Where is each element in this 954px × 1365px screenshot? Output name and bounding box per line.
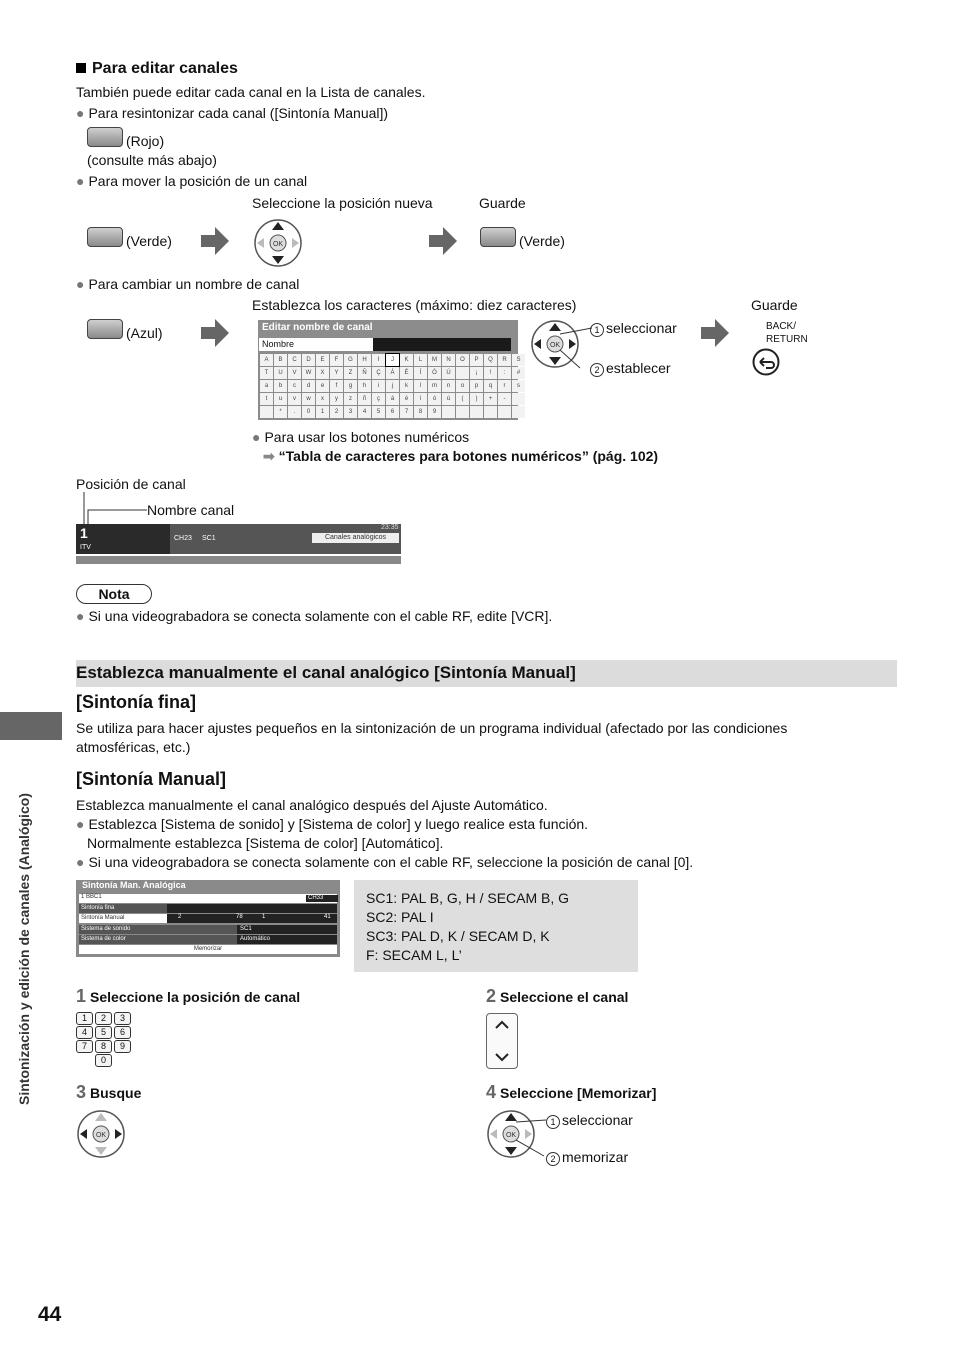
step4-select: 1 seleccionar	[546, 1112, 633, 1129]
char-key[interactable]: ñ	[358, 393, 371, 405]
char-key[interactable]: T	[260, 367, 273, 379]
char-key[interactable]: F	[330, 354, 343, 366]
blue-button[interactable]	[87, 319, 123, 339]
sc-line-4: F: SECAM L, L’	[366, 947, 462, 963]
arrow-right-icon	[701, 319, 729, 347]
editor-title: Editar nombre de canal	[262, 322, 373, 333]
retune-bullet: ● Para resintonizar cada canal ([Sintonía Manual])	[76, 105, 389, 121]
char-key[interactable]: á	[386, 393, 399, 405]
banner-name: ITV	[80, 544, 91, 551]
tuning-color[interactable]: Sistema de color	[79, 935, 237, 944]
char-key[interactable]: 7	[400, 406, 413, 418]
char-key[interactable]: z	[344, 393, 357, 405]
char-key[interactable]: W	[302, 367, 315, 379]
num-key-3[interactable]: 3	[114, 1012, 131, 1025]
tuning-manual-v3: 1	[262, 914, 266, 920]
svg-text:OK: OK	[505, 1132, 517, 1139]
char-key[interactable]: H	[358, 354, 371, 366]
red-label: (Rojo)	[126, 133, 165, 149]
char-key[interactable]: 9	[428, 406, 441, 418]
char-key[interactable]: G	[344, 354, 357, 366]
char-key[interactable]: D	[302, 354, 315, 366]
fine-text-2: atmosféricas, etc.)	[76, 739, 191, 755]
tuning-manual[interactable]: Sintonía Manual	[79, 914, 167, 923]
num-key-9[interactable]: 9	[114, 1040, 131, 1053]
char-key[interactable]	[512, 406, 525, 418]
char-key[interactable]: k	[400, 380, 413, 392]
char-key[interactable]: c	[288, 380, 301, 392]
char-key[interactable]: .	[288, 406, 301, 418]
char-key[interactable]: -	[498, 393, 511, 405]
red-button[interactable]	[87, 127, 123, 147]
arrow-right-icon	[201, 227, 229, 255]
tuning-fine-slider[interactable]	[167, 904, 337, 913]
char-key[interactable]: É	[400, 367, 413, 379]
manual-bullet-1b: Normalmente establezca [Sistema de color] [Automático].	[87, 835, 444, 851]
num-key-1[interactable]: 1	[76, 1012, 93, 1025]
num-key-7[interactable]: 7	[76, 1040, 93, 1053]
char-key[interactable]: é	[400, 393, 413, 405]
char-key[interactable]	[498, 406, 511, 418]
editor-name-field[interactable]	[373, 338, 511, 351]
sc-line-2: SC2: PAL I	[366, 909, 434, 925]
char-key[interactable]: Y	[330, 367, 343, 379]
char-key[interactable]: Q	[484, 354, 497, 366]
fine-title: [Sintonía fina]	[76, 692, 196, 712]
tuning-ch-name: 1 BBC1	[81, 894, 102, 900]
char-key[interactable]: R	[498, 354, 511, 366]
char-key[interactable]: Ú	[442, 367, 455, 379]
sound-system-box	[354, 880, 638, 972]
char-key[interactable]: j	[386, 380, 399, 392]
char-key[interactable]: :	[498, 367, 511, 379]
char-key[interactable]: O	[456, 354, 469, 366]
char-key[interactable]: Í	[414, 367, 427, 379]
num-key-6[interactable]: 6	[114, 1026, 131, 1039]
save-label: Guarde	[479, 195, 526, 211]
green-button[interactable]	[87, 227, 123, 247]
channel-updown-button[interactable]	[486, 1013, 518, 1069]
tuning-title: Sintonía Man. Analógica	[82, 880, 186, 890]
ch-name-label: Nombre canal	[147, 502, 235, 518]
move-bullet: ● Para mover la posición de un canal	[76, 173, 308, 189]
char-key[interactable]: e	[316, 380, 329, 392]
arrow-right-icon	[201, 319, 229, 347]
char-key[interactable]: *	[274, 406, 287, 418]
intro-text: También puede editar cada canal en la Lista de canales.	[76, 84, 426, 100]
set-callout: 2 establecer	[590, 360, 671, 377]
char-key[interactable]: r	[498, 380, 511, 392]
char-key[interactable]: 8	[414, 406, 427, 418]
char-key[interactable]	[512, 393, 525, 405]
char-key[interactable]: A	[260, 354, 273, 366]
manual-bullet-1: ● Establezca [Sistema de sonido] y [Sistema de color] y luego realice esta función.	[76, 816, 589, 832]
manual-title: [Sintonía Manual]	[76, 769, 226, 789]
step-3: 3 Busque	[76, 1082, 142, 1102]
char-key[interactable]: S	[512, 354, 525, 366]
char-key[interactable]: i	[372, 380, 385, 392]
char-key[interactable]: l	[414, 380, 427, 392]
char-key[interactable]: x	[316, 393, 329, 405]
char-key[interactable]: ç	[372, 393, 385, 405]
tuning-sound[interactable]: Sistema de sonido	[79, 925, 237, 934]
back-return-label: BACK/ RETURN	[766, 321, 808, 345]
banner-time: 23:35	[381, 524, 399, 531]
blue-label: (Azul)	[126, 325, 163, 341]
nav-updown-icon[interactable]	[253, 218, 303, 268]
char-key[interactable]: (	[456, 393, 469, 405]
tuning-ch-value: CH33	[306, 895, 338, 902]
char-key[interactable]: v	[288, 393, 301, 405]
char-key[interactable]: J	[386, 354, 399, 366]
svg-text:OK: OK	[272, 241, 284, 248]
select-new-pos: Seleccione la posición nueva	[252, 195, 433, 211]
char-key[interactable]: +	[484, 393, 497, 405]
char-key[interactable]: I	[372, 354, 385, 366]
tuning-ch-row[interactable]	[79, 894, 337, 903]
char-key[interactable]: Ñ	[358, 367, 371, 379]
char-key[interactable]: n	[442, 380, 455, 392]
step-1: 1 Seleccione la posición de canal	[76, 986, 301, 1006]
banner-bottom-strip	[76, 556, 401, 564]
arrow-right-icon	[429, 227, 457, 255]
section-bar-title: Establezca manualmente el canal analógico [Sintonía Manual]	[76, 663, 576, 682]
char-key[interactable]: 1	[316, 406, 329, 418]
char-key[interactable]	[456, 406, 469, 418]
char-key[interactable]: X	[316, 367, 329, 379]
section-title: Para editar canales	[76, 60, 238, 78]
char-key[interactable]	[260, 406, 273, 418]
char-key[interactable]: 3	[344, 406, 357, 418]
nav-leftright-icon[interactable]	[76, 1109, 126, 1159]
red-note: (consulte más abajo)	[87, 152, 217, 168]
char-key[interactable]: ú	[442, 393, 455, 405]
char-key[interactable]: Ç	[372, 367, 385, 379]
char-key[interactable]: h	[358, 380, 371, 392]
side-tab-marker	[0, 712, 62, 740]
char-key[interactable]: M	[428, 354, 441, 366]
ch-position-label: Posición de canal	[76, 476, 186, 492]
sc-line-3: SC3: PAL D, K / SECAM D, K	[366, 928, 550, 944]
char-key[interactable]: C	[288, 354, 301, 366]
svg-text:OK: OK	[549, 342, 561, 349]
step-4: 4 Seleccione [Memorizar]	[486, 1082, 657, 1102]
char-key[interactable]	[484, 406, 497, 418]
num-key-0[interactable]: 0	[95, 1054, 112, 1067]
banner-number: 1	[80, 525, 88, 541]
char-key[interactable]: !	[484, 367, 497, 379]
char-key[interactable]: f	[330, 380, 343, 392]
sc-line-1: SC1: PAL B, G, H / SECAM B, G	[366, 890, 570, 906]
svg-text:OK: OK	[95, 1132, 107, 1139]
char-key[interactable]: 2	[330, 406, 343, 418]
char-key[interactable]: s	[512, 380, 525, 392]
char-key[interactable]: w	[302, 393, 315, 405]
manual-text: Establezca manualmente el canal analógico después del Ajuste Automático.	[76, 797, 548, 813]
char-key[interactable]: a	[260, 380, 273, 392]
section-bar	[76, 660, 897, 687]
char-key[interactable]: y	[330, 393, 343, 405]
tuning-fine[interactable]: Sintonía fina	[79, 904, 167, 913]
char-key[interactable]	[470, 406, 483, 418]
fine-text-1: Se utiliza para hacer ajustes pequeños en la sintonización de un programa individual (afectado por las condiciones	[76, 720, 788, 736]
green-button-save[interactable]	[480, 227, 516, 247]
char-key[interactable]: Á	[386, 367, 399, 379]
char-key[interactable]: 5	[372, 406, 385, 418]
num-key-4[interactable]: 4	[76, 1026, 93, 1039]
num-key-2[interactable]: 2	[95, 1012, 112, 1025]
manual-bullet-2: ● Si una videograbadora se conecta solamente con el cable RF, seleccione la posición de canal [0].	[76, 854, 694, 870]
char-key[interactable]: 0	[302, 406, 315, 418]
char-key[interactable]: #	[512, 367, 525, 379]
char-key[interactable]: b	[274, 380, 287, 392]
banner-mode: Canales analógicos	[312, 533, 399, 543]
char-key[interactable]: 4	[358, 406, 371, 418]
char-key[interactable]: E	[316, 354, 329, 366]
char-key[interactable]: U	[274, 367, 287, 379]
tuning-manual-v2: 78	[236, 914, 243, 920]
character-grid[interactable]	[260, 354, 525, 418]
step4-store: 2 memorizar	[546, 1149, 628, 1166]
char-key[interactable]: t	[260, 393, 273, 405]
char-key[interactable]: ¡	[470, 367, 483, 379]
numeric-ref[interactable]: ➡ “Tabla de caracteres para botones numéricos” (pág. 102)	[263, 448, 659, 464]
char-key[interactable]: m	[428, 380, 441, 392]
char-key[interactable]: K	[400, 354, 413, 366]
char-key[interactable]: o	[456, 380, 469, 392]
tuning-manual-slider[interactable]	[167, 914, 337, 923]
chevron-updown-icon	[487, 1014, 517, 1068]
char-key[interactable]: p	[470, 380, 483, 392]
num-key-8[interactable]: 8	[95, 1040, 112, 1053]
char-key[interactable]: B	[274, 354, 287, 366]
sidebar-text: Sintonización y edición de canales (Analógico)	[16, 793, 32, 1105]
save-label-2: Guarde	[751, 297, 798, 313]
char-key[interactable]: Z	[344, 367, 357, 379]
tuning-manual-v1: 2	[178, 914, 182, 920]
char-key[interactable]	[442, 406, 455, 418]
banner-ch: CH23	[174, 535, 192, 542]
nota-text: ● Si una videograbadora se conecta solamente con el cable RF, edite [VCR].	[76, 608, 553, 624]
num-key-5[interactable]: 5	[95, 1026, 112, 1039]
char-key[interactable]: g	[344, 380, 357, 392]
nota-badge: Nota	[76, 584, 152, 604]
select-callout: 1 seleccionar	[590, 320, 677, 337]
char-key[interactable]: V	[288, 367, 301, 379]
back-return-icon[interactable]	[752, 348, 780, 376]
char-key[interactable]	[456, 367, 469, 379]
page-number: 44	[38, 1303, 62, 1326]
char-key[interactable]: d	[302, 380, 315, 392]
char-key[interactable]: u	[274, 393, 287, 405]
set-chars-label: Establezca los caracteres (máximo: diez caracteres)	[252, 297, 577, 313]
char-key[interactable]: 6	[386, 406, 399, 418]
editor-name-label: Nombre	[259, 338, 373, 351]
char-key[interactable]: N	[442, 354, 455, 366]
tuning-color-value[interactable]: Automático	[237, 935, 337, 944]
char-key[interactable]: ó	[428, 393, 441, 405]
step-2: 2 Seleccione el canal	[486, 986, 629, 1006]
tuning-sound-value[interactable]: SC1	[237, 925, 337, 934]
green-label-save: (Verde)	[519, 233, 565, 249]
rename-bullet: ● Para cambiar un nombre de canal	[76, 276, 300, 292]
tuning-store[interactable]: Memorizar	[79, 945, 337, 954]
char-key[interactable]: L	[414, 354, 427, 366]
char-key[interactable]: í	[414, 393, 427, 405]
green-label: (Verde)	[126, 233, 172, 249]
banner-sc: SC1	[202, 535, 216, 542]
numeric-bullet: ● Para usar los botones numéricos	[252, 429, 470, 445]
tuning-manual-v4: 41	[324, 914, 331, 920]
char-key[interactable]: q	[484, 380, 497, 392]
char-key[interactable]: Ó	[428, 367, 441, 379]
char-key[interactable]: )	[470, 393, 483, 405]
char-key[interactable]: P	[470, 354, 483, 366]
